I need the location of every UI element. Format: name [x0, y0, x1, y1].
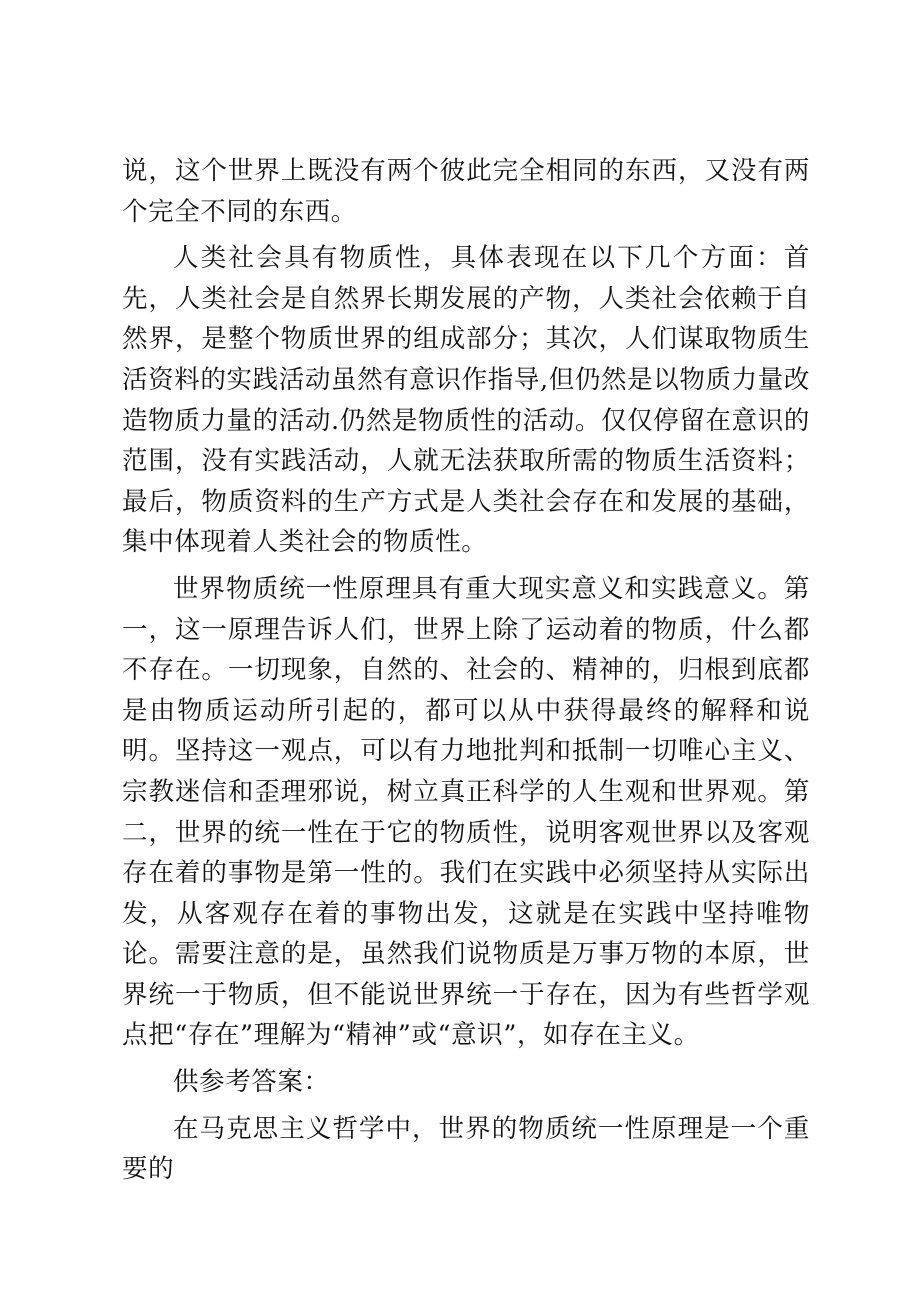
paragraph-continuation: 说，这个世界上既没有两个彼此完全相同的东西，又没有两个完全不同的东西。	[122, 156, 810, 227]
paragraph-human-society: 人类社会具有物质性，具体表现在以下几个方面：首先，人类社会是自然界长期发展的产物，人类社会依赖于自然界，是整个物质世界的组成部分；其次，人们谋取物质生活资料的实践活动虽然有意识作指导,但仍然是以物质力量改造物质力量的活动.仍然是物质性的活动。仅仅停留在意识的范围，没有实践活动，人就无法获取所需的物质生活资料；最后，物质资料的生产方式是人类社会存在和发展的基础，集中体现着人类社会的物质性。	[122, 243, 810, 558]
paragraph-reference-answer-label: 供参考答案：	[173, 1067, 330, 1098]
document-body	[122, 151, 810, 1196]
paragraph-marxist-philosophy: 在马克思主义哲学中，世界的物质统一性原理是一个重要的	[122, 1113, 810, 1185]
paragraph-material-unity-significance: 世界物质统一性原理具有重大现实意义和实践意义。第一，这一原理告诉人们，世界上除了运动着的物质，什么都不存在。一切现象，自然的、社会的、精神的，归根到底都是由物质运动所引起的，都可以从中获得最终的解释和说明。坚持这一观点，可以有力地批判和抵制一切唯心主义、宗教迷信和歪理邪说，树立真正科学的人生观和世界观。第二，世界的统一性在于它的物质性，说明客观世界以及客观存在着的事物是第一性的。我们在实践中必须坚持从实际出发，从客观存在着的事物出发，这就是在实践中坚持唯物论。需要注意的是，虽然我们说物质是万事万物的本原，世界统一于物质，但不能说世界统一于存在，因为有些哲学观点把“存在”理解为“精神”或“意识”，如存在主义。	[122, 573, 810, 1051]
